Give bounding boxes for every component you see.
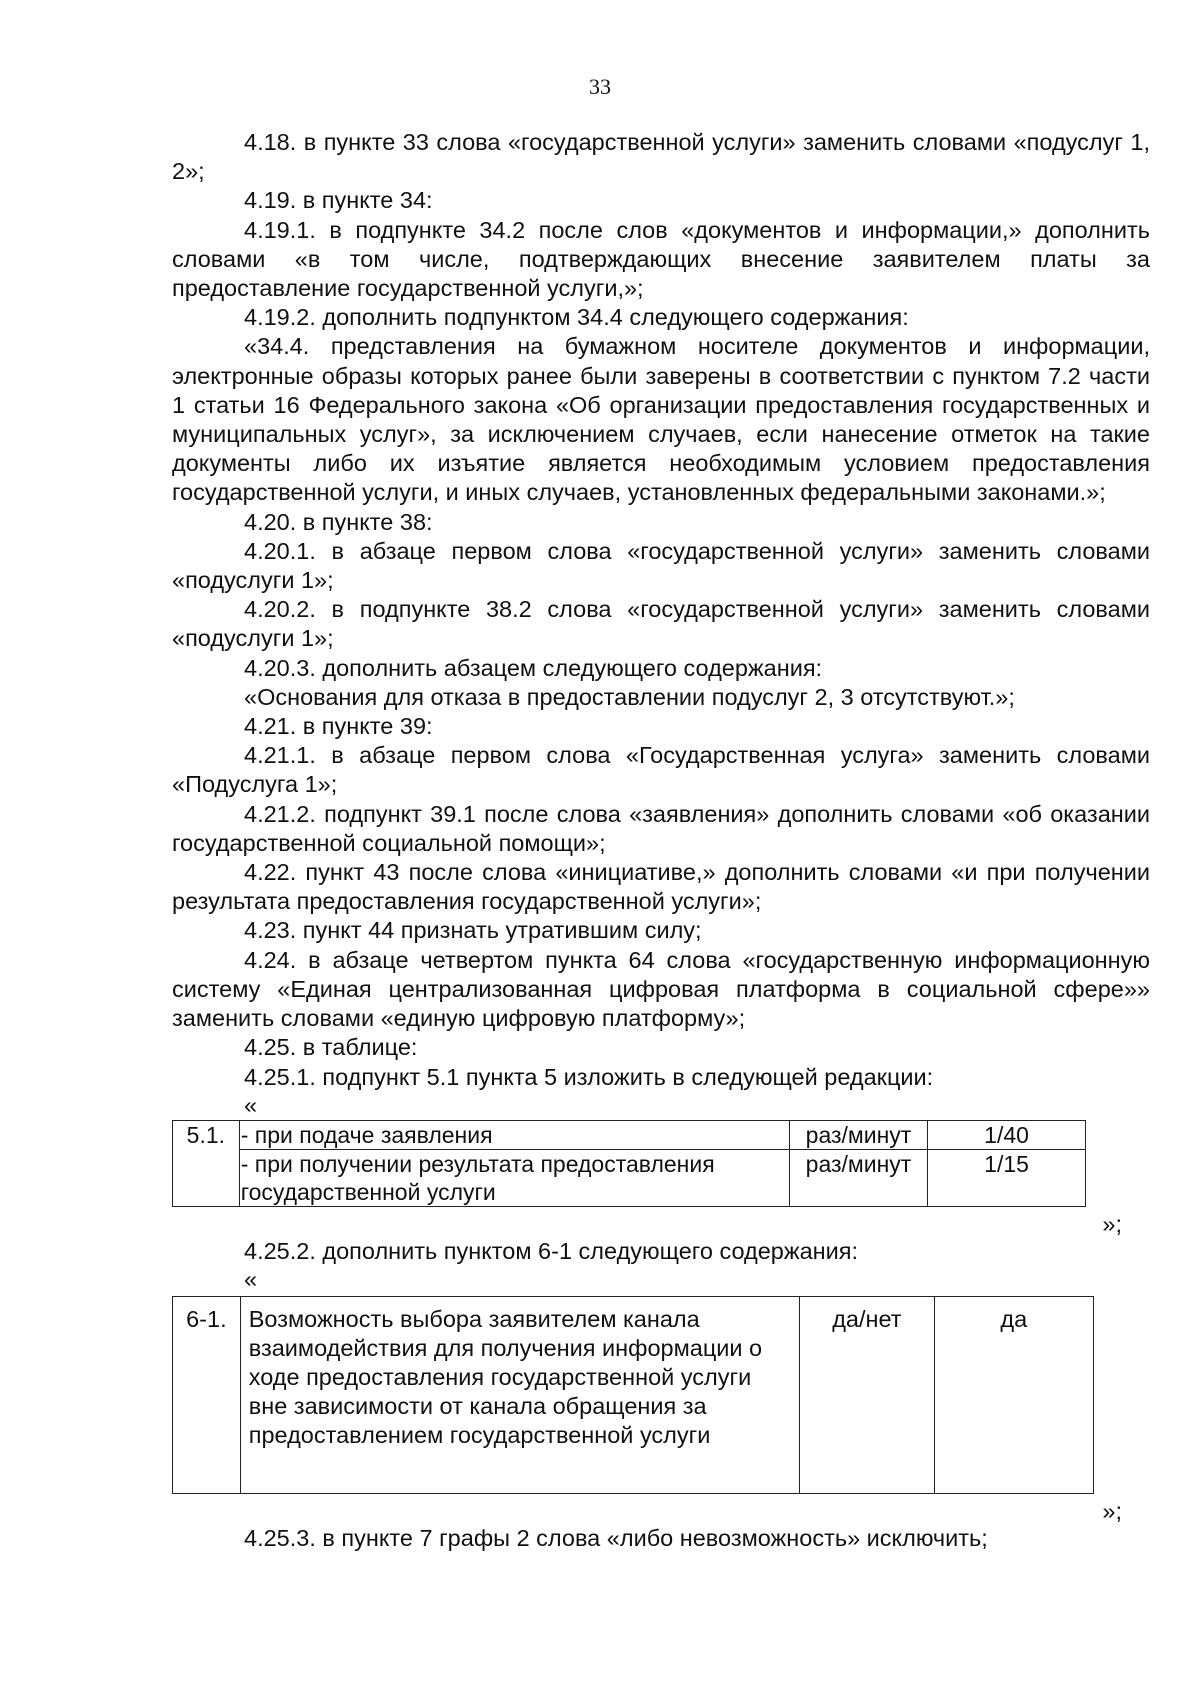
- table-cell-name: - при подаче заявления: [239, 1120, 789, 1149]
- table-cell-num: 6-1.: [173, 1296, 241, 1493]
- paragraph-4-20-3: 4.20.3. дополнить абзацем следующего содержания:: [244, 654, 823, 681]
- paragraph-4-20: 4.20. в пункте 38:: [244, 508, 433, 535]
- paragraph-34-4: «34.4. представления на бумажном носителе документов и информации, электронные образы которых ранее были заверены в соответствии с пунктом 7.2 части 1 статьи 16 Федерального закона «Об организации предоставления государственных и муниципальных услуг», за исключением случаев, если нанесение отметок на такие документы либо их изъятие является необходимым условием предоставления государственной услуги, и иных случаев, установленных федеральными законами.»;: [172, 333, 1150, 506]
- paragraph-4-20-1: 4.20.1. в абзаце первом слова «государственной услуги» заменить словами «подуслуги 1»;: [172, 537, 1150, 594]
- table-row: [173, 1120, 1086, 1149]
- table-5-1: [172, 1120, 1086, 1207]
- table-cell-value: 1/15: [928, 1149, 1086, 1206]
- table-cell-name: - при получении результата предоставления государственной услуги: [239, 1149, 789, 1206]
- quote-close-2: »;: [1102, 1497, 1122, 1524]
- table-6-1: [172, 1296, 1094, 1494]
- paragraph-4-25-2: 4.25.2. дополнить пунктом 6-1 следующего содержания:: [244, 1237, 859, 1264]
- document-body: [172, 128, 1150, 1553]
- paragraph-4-18: 4.18. в пункте 33 слова «государственной услуги» заменить словами «подуслуг 1, 2»;: [172, 129, 1150, 185]
- paragraph-4-25: 4.25. в таблице:: [244, 1034, 418, 1061]
- paragraph-4-19-2: 4.19.2. дополнить подпунктом 34.4 следующего содержания:: [244, 304, 909, 331]
- table-row: [173, 1296, 1094, 1493]
- quote-open-1: «: [244, 1091, 258, 1118]
- paragraph-4-20-2: 4.20.2. в подпункте 38.2 слова «государственной услуги» заменить словами «подуслуги 1»;: [172, 596, 1150, 652]
- quote-close-1: »;: [1102, 1210, 1122, 1237]
- paragraph-4-19: 4.19. в пункте 34:: [244, 187, 433, 214]
- paragraph-4-19-1: 4.19.1. в подпункте 34.2 после слов «документов и информации,» дополнить словами «в том числе, подтверждающих внесение заявителем платы за предоставление государственной услуги,»;: [172, 216, 1150, 302]
- paragraph-4-21-1: 4.21.1. в абзаце первом слова «Государственная услуга» заменить словами «Подуслуга 1»;: [172, 742, 1150, 798]
- paragraph-4-21: 4.21. в пункте 39:: [244, 713, 433, 740]
- paragraph-4-21-2: 4.21.2. подпункт 39.1 после слова «заявления» дополнить словами «об оказании государственной социальной помощи»;: [172, 800, 1150, 856]
- page-number: 33: [589, 74, 611, 99]
- paragraph-osnovaniya: «Основания для отказа в предоставлении подуслуг 2, 3 отсутствуют.»;: [244, 683, 1015, 710]
- paragraph-4-23: 4.23. пункт 44 признать утратившим силу;: [244, 917, 702, 944]
- paragraph-4-25-3: 4.25.3. в пункте 7 графы 2 слова «либо невозможность» исключить;: [244, 1524, 988, 1551]
- paragraph-4-22: 4.22. пункт 43 после слова «инициативе,» дополнить словами «и при получении результата предоставления государственной услуги»;: [172, 859, 1150, 915]
- table-cell-unit: раз/минут: [789, 1120, 927, 1149]
- table-cell-name: Возможность выбора заявителем канала взаимодействия для получения информации о ходе предоставления государственной услуги вне зависимости от канала обращения за предоставлением государственной услуги: [240, 1296, 800, 1493]
- table-cell-value: да: [934, 1296, 1093, 1493]
- table-cell-unit: раз/минут: [789, 1149, 927, 1206]
- paragraph-4-25-1: 4.25.1. подпункт 5.1 пункта 5 изложить в следующей редакции:: [244, 1063, 934, 1090]
- table-cell-num: 5.1.: [173, 1120, 240, 1206]
- table-cell-value: 1/40: [928, 1120, 1086, 1149]
- table-row: [173, 1149, 1086, 1206]
- quote-open-2: «: [244, 1265, 258, 1292]
- table-cell-unit: да/нет: [800, 1296, 934, 1493]
- paragraph-4-24: 4.24. в абзаце четвертом пункта 64 слова «государственную информационную систему «Единая централизованная цифровая платформа в социальной сфере»» заменить словами «единую цифровую платформу»;: [172, 946, 1150, 1032]
